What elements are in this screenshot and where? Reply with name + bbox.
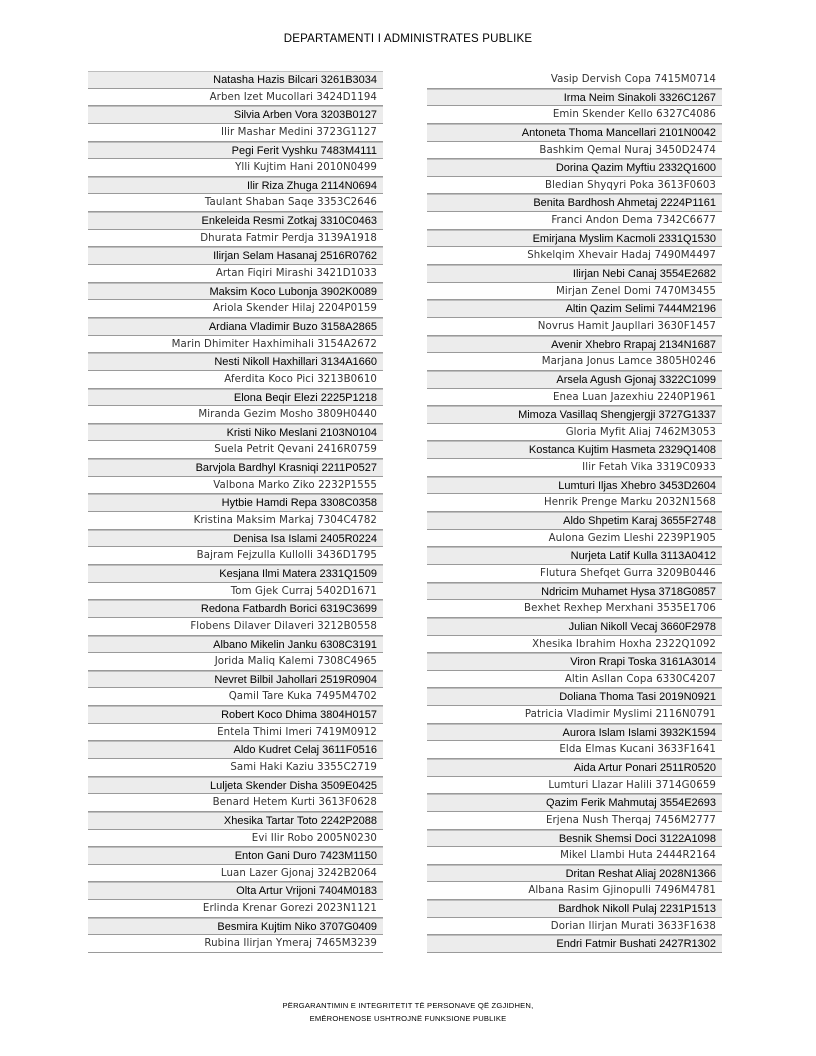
list-item: Patricia Vladimir Myslimi 2116N0791 — [427, 706, 722, 724]
list-item: Rubina Ilirjan Ymeraj 7465M3239 — [88, 935, 383, 953]
list-item: Altin Asllan Copa 6330C4207 — [427, 671, 722, 689]
list-item: Arsela Agush Gjonaj 3322C1099 — [427, 371, 722, 389]
list-item: Ylli Kujtim Hani 2010N0499 — [88, 159, 383, 177]
list-item: Antoneta Thoma Mancellari 2101N0042 — [427, 124, 722, 142]
list-item: Ilirjan Selam Hasanaj 2516R0762 — [88, 247, 383, 265]
list-item: Xhesika Tartar Toto 2242P2088 — [88, 812, 383, 830]
list-item: Sami Haki Kaziu 3355C2719 — [88, 759, 383, 777]
list-item: Kristi Niko Meslani 2103N0104 — [88, 424, 383, 442]
list-item: Novrus Hamit Jaupllari 3630F1457 — [427, 318, 722, 336]
list-item: Pegi Ferit Vyshku 7483M4111 — [88, 142, 383, 160]
list-item: Maksim Koco Lubonja 3902K0089 — [88, 283, 383, 301]
list-item: Albano Mikelin Janku 6308C3191 — [88, 636, 383, 654]
list-item: Bashkim Qemal Nuraj 3450D2474 — [427, 142, 722, 160]
list-item: Emirjana Myslim Kacmoli 2331Q1530 — [427, 230, 722, 248]
list-item: Doliana Thoma Tasi 2019N0921 — [427, 688, 722, 706]
list-item: Ilir Mashar Medini 3723G1127 — [88, 124, 383, 142]
list-item: Julian Nikoll Vecaj 3660F2978 — [427, 618, 722, 636]
list-item: Bajram Fejzulla Kullolli 3436D1795 — [88, 547, 383, 565]
list-item: Natasha Hazis Bilcari 3261B3034 — [88, 71, 383, 89]
list-item: Olta Artur Vrijoni 7404M0183 — [88, 882, 383, 900]
list-item: Bledian Shyqyri Poka 3613F0603 — [427, 177, 722, 195]
list-item: Bexhet Rexhep Merxhani 3535E1706 — [427, 600, 722, 618]
list-item: Mimoza Vasillaq Shengjergji 3727G1337 — [427, 406, 722, 424]
list-item: Erlinda Krenar Gorezi 2023N1121 — [88, 900, 383, 918]
list-item: Gloria Myfit Aliaj 7462M3053 — [427, 424, 722, 442]
list-item: Ardiana Vladimir Buzo 3158A2865 — [88, 318, 383, 336]
list-item: Qazim Ferik Mahmutaj 3554E2693 — [427, 794, 722, 812]
list-item: Henrik Prenge Marku 2032N1568 — [427, 494, 722, 512]
list-item: Aldo Shpetim Karaj 3655F2748 — [427, 512, 722, 530]
list-item: Elda Elmas Kucani 3633F1641 — [427, 741, 722, 759]
list-item: Ariola Skender Hilaj 2204P0159 — [88, 300, 383, 318]
list-item: Aida Artur Ponari 2511R0520 — [427, 759, 722, 777]
list-item: Irma Neim Sinakoli 3326C1267 — [427, 89, 722, 107]
list-item: Valbona Marko Ziko 2232P1555 — [88, 477, 383, 495]
list-item: Enton Gani Duro 7423M1150 — [88, 847, 383, 865]
list-item: Kristina Maksim Markaj 7304C4782 — [88, 512, 383, 530]
list-item: Aldo Kudret Celaj 3611F0516 — [88, 741, 383, 759]
list-item: Ilirjan Nebi Canaj 3554E2682 — [427, 265, 722, 283]
list-item: Robert Koco Dhima 3804H0157 — [88, 706, 383, 724]
list-item: Dhurata Fatmir Perdja 3139A1918 — [88, 230, 383, 248]
list-item: Franci Andon Dema 7342C6677 — [427, 212, 722, 230]
list-item: Bardhok Nikoll Pulaj 2231P1513 — [427, 900, 722, 918]
list-item: Altin Qazim Selimi 7444M2196 — [427, 300, 722, 318]
footer — [0, 999, 816, 1025]
list-item: Besnik Shemsi Doci 3122A1098 — [427, 830, 722, 848]
list-item: Jorida Maliq Kalemi 7308C4965 — [88, 653, 383, 671]
list-item: Hytbie Hamdi Repa 3308C0358 — [88, 494, 383, 512]
list-item: Benard Hetem Kurti 3613F0628 — [88, 794, 383, 812]
list-item: Taulant Shaban Saqe 3353C2646 — [88, 194, 383, 212]
footer-line-2: EMËROHENOSE USHTROJNË FUNKSIONE PUBLIKE — [309, 1014, 507, 1023]
list-item: Albana Rasim Gjinopulli 7496M4781 — [427, 882, 722, 900]
list-item: Ndricim Muhamet Hysa 3718G0857 — [427, 583, 722, 601]
list-item: Flobens Dilaver Dilaveri 3212B0558 — [88, 618, 383, 636]
list-item: Enkeleida Resmi Zotkaj 3310C0463 — [88, 212, 383, 230]
list-item: Ilir Riza Zhuga 2114N0694 — [88, 177, 383, 195]
list-item: Mirjan Zenel Domi 7470M3455 — [427, 283, 722, 301]
list-item: Xhesika Ibrahim Hoxha 2322Q1092 — [427, 636, 722, 654]
list-item: Nevret Bilbil Jahollari 2519R0904 — [88, 671, 383, 689]
list-item: Lumturi Llazar Halili 3714G0659 — [427, 777, 722, 795]
list-item: Vasip Dervish Copa 7415M0714 — [427, 71, 722, 89]
list-item: Elona Beqir Elezi 2225P1218 — [88, 389, 383, 407]
list-item: Luan Lazer Gjonaj 3242B2064 — [88, 865, 383, 883]
list-item: Mikel Llambi Huta 2444R2164 — [427, 847, 722, 865]
list-item: Viron Rrapi Toska 3161A3014 — [427, 653, 722, 671]
list-item: Entela Thimi Imeri 7419M0912 — [88, 724, 383, 742]
list-item: Marin Dhimiter Haxhimihali 3154A2672 — [88, 336, 383, 354]
footer-line-1: PËRGARANTIMIN E INTEGRITETIT TË PERSONAVE QË ZGJIDHEN, — [282, 1001, 534, 1010]
list-item: Besmira Kujtim Niko 3707G0409 — [88, 918, 383, 936]
right-name-list — [427, 71, 722, 953]
list-item: Dorian Ilirjan Murati 3633F1638 — [427, 918, 722, 936]
list-item: Dritan Reshat Aliaj 2028N1366 — [427, 865, 722, 883]
list-item: Qamil Tare Kuka 7495M4702 — [88, 688, 383, 706]
list-item: Barvjola Bardhyl Krasniqi 2211P0527 — [88, 459, 383, 477]
list-item: Tom Gjek Curraj 5402D1671 — [88, 583, 383, 601]
list-item: Artan Fiqiri Mirashi 3421D1033 — [88, 265, 383, 283]
list-item: Luljeta Skender Disha 3509E0425 — [88, 777, 383, 795]
list-item: Suela Petrit Qevani 2416R0759 — [88, 441, 383, 459]
list-item: Aferdita Koco Pici 3213B0610 — [88, 371, 383, 389]
list-item: Redona Fatbardh Borici 6319C3699 — [88, 600, 383, 618]
list-item: Arben Izet Mucollari 3424D1194 — [88, 89, 383, 107]
list-item: Nurjeta Latif Kulla 3113A0412 — [427, 547, 722, 565]
list-item: Marjana Jonus Lamce 3805H0246 — [427, 353, 722, 371]
page-title: DEPARTAMENTI I ADMINISTRATES PUBLIKE — [283, 33, 533, 45]
list-item: Kesjana Ilmi Matera 2331Q1509 — [88, 565, 383, 583]
list-item: Lumturi Iljas Xhebro 3453D2604 — [427, 477, 722, 495]
list-item: Denisa Isa Islami 2405R0224 — [88, 530, 383, 548]
list-item: Kostanca Kujtim Hasmeta 2329Q1408 — [427, 441, 722, 459]
list-item: Emin Skender Kello 6327C4086 — [427, 106, 722, 124]
list-item: Benita Bardhosh Ahmetaj 2224P1161 — [427, 194, 722, 212]
list-item: Evi Ilir Robo 2005N0230 — [88, 830, 383, 848]
list-item: Ilir Fetah Vika 3319C0933 — [427, 459, 722, 477]
list-item: Avenir Xhebro Rrapaj 2134N1687 — [427, 336, 722, 354]
list-item: Erjena Nush Therqaj 7456M2777 — [427, 812, 722, 830]
list-item: Endri Fatmir Bushati 2427R1302 — [427, 935, 722, 953]
list-item: Aulona Gezim Lleshi 2239P1905 — [427, 530, 722, 548]
left-name-list — [88, 71, 383, 953]
list-item: Nesti Nikoll Haxhillari 3134A1660 — [88, 353, 383, 371]
list-item: Silvia Arben Vora 3203B0127 — [88, 106, 383, 124]
list-item: Enea Luan Jazexhiu 2240P1961 — [427, 389, 722, 407]
list-item: Shkelqim Xhevair Hadaj 7490M4497 — [427, 247, 722, 265]
list-item: Flutura Shefqet Gurra 3209B0446 — [427, 565, 722, 583]
list-item: Dorina Qazim Myftiu 2332Q1600 — [427, 159, 722, 177]
list-item: Miranda Gezim Mosho 3809H0440 — [88, 406, 383, 424]
list-item: Aurora Islam Islami 3932K1594 — [427, 724, 722, 742]
